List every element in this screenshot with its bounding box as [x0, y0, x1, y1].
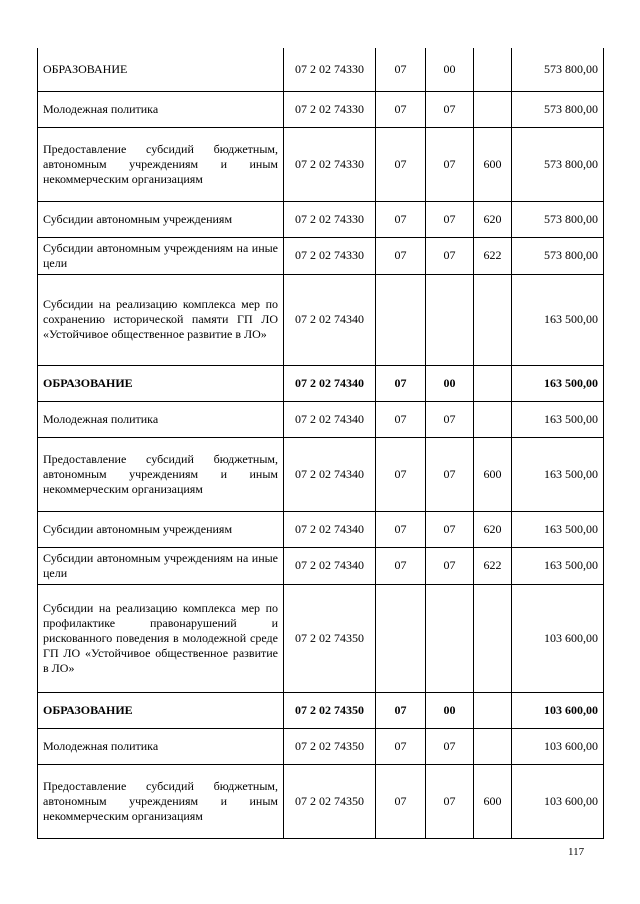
row-expense-type: [474, 692, 512, 728]
row-target-code: 07 2 02 74340: [284, 437, 376, 511]
row-name: Предоставление субсидий бюджетным, автономным учреждениям и иным некоммерческим организациям: [38, 437, 284, 511]
row-sum: 163 500,00: [512, 401, 604, 437]
row-expense-type: [474, 728, 512, 764]
row-sum: 573 800,00: [512, 91, 604, 127]
row-section: 07: [376, 401, 426, 437]
row-section: 07: [376, 127, 426, 201]
row-subsection: 07: [426, 764, 474, 838]
row-subsection: 00: [426, 692, 474, 728]
row-expense-type: 622: [474, 237, 512, 274]
table-row: [38, 728, 604, 764]
row-name: ОБРАЗОВАНИЕ: [38, 365, 284, 401]
row-target-code: 07 2 02 74350: [284, 728, 376, 764]
row-section: 07: [376, 728, 426, 764]
row-name: ОБРАЗОВАНИЕ: [38, 48, 284, 91]
row-name: Молодежная политика: [38, 401, 284, 437]
row-section: 07: [376, 764, 426, 838]
row-target-code: 07 2 02 74340: [284, 547, 376, 584]
row-section: 07: [376, 692, 426, 728]
row-sum: 163 500,00: [512, 511, 604, 547]
table-row: [38, 365, 604, 401]
row-name: Субсидии автономным учреждениям на иные цели: [38, 237, 284, 274]
row-subsection: 07: [426, 547, 474, 584]
row-sum: 163 500,00: [512, 547, 604, 584]
row-expense-type: [474, 401, 512, 437]
row-target-code: 07 2 02 74330: [284, 48, 376, 91]
row-section: 07: [376, 511, 426, 547]
table-row: [38, 764, 604, 838]
table-row: [38, 547, 604, 584]
row-sum: 573 800,00: [512, 237, 604, 274]
row-expense-type: 620: [474, 511, 512, 547]
row-sum: 163 500,00: [512, 365, 604, 401]
row-subsection: 07: [426, 201, 474, 237]
row-target-code: 07 2 02 74350: [284, 692, 376, 728]
row-name: Предоставление субсидий бюджетным, автономным учреждениям и иным некоммерческим организациям: [38, 127, 284, 201]
row-name: Субсидии автономным учреждениям: [38, 511, 284, 547]
table-row: [38, 48, 604, 91]
row-subsection: 07: [426, 401, 474, 437]
row-sum: 103 600,00: [512, 584, 604, 692]
row-expense-type: 622: [474, 547, 512, 584]
row-target-code: 07 2 02 74330: [284, 127, 376, 201]
row-target-code: 07 2 02 74350: [284, 584, 376, 692]
row-sum: 103 600,00: [512, 728, 604, 764]
row-name: Субсидии автономным учреждениям на иные цели: [38, 547, 284, 584]
row-name: Субсидии на реализацию комплекса мер по профилактике правонарушений и рискованного поведения в молодежной среде ГП ЛО «Устойчивое общественное развитие в ЛО»: [38, 584, 284, 692]
table-row: [38, 201, 604, 237]
row-name: Молодежная политика: [38, 91, 284, 127]
row-section: 07: [376, 365, 426, 401]
row-subsection: 07: [426, 728, 474, 764]
table-row: [38, 401, 604, 437]
row-section: 07: [376, 91, 426, 127]
row-target-code: 07 2 02 74330: [284, 91, 376, 127]
row-section: 07: [376, 237, 426, 274]
row-subsection: 07: [426, 511, 474, 547]
row-subsection: 07: [426, 91, 474, 127]
row-sum: 103 600,00: [512, 692, 604, 728]
table-row: [38, 437, 604, 511]
row-name: Субсидии на реализацию комплекса мер по сохранению исторической памяти ГП ЛО «Устойчивое общественное развитие в ЛО»: [38, 274, 284, 365]
row-target-code: 07 2 02 74330: [284, 201, 376, 237]
row-section: [376, 274, 426, 365]
row-target-code: 07 2 02 74340: [284, 511, 376, 547]
row-expense-type: [474, 48, 512, 91]
row-target-code: 07 2 02 74350: [284, 764, 376, 838]
row-sum: 573 800,00: [512, 201, 604, 237]
row-name: ОБРАЗОВАНИЕ: [38, 692, 284, 728]
row-sum: 163 500,00: [512, 437, 604, 511]
table-row: [38, 511, 604, 547]
row-sum: 573 800,00: [512, 48, 604, 91]
page-number: 117: [568, 846, 585, 858]
row-expense-type: 600: [474, 764, 512, 838]
row-expense-type: 600: [474, 437, 512, 511]
row-target-code: 07 2 02 74340: [284, 365, 376, 401]
table-row: [38, 274, 604, 365]
row-section: 07: [376, 547, 426, 584]
table-row: [38, 237, 604, 274]
row-section: 07: [376, 201, 426, 237]
row-expense-type: [474, 584, 512, 692]
table-row: [38, 692, 604, 728]
row-subsection: 07: [426, 237, 474, 274]
row-subsection: [426, 584, 474, 692]
row-sum: 163 500,00: [512, 274, 604, 365]
row-name: Субсидии автономным учреждениям: [38, 201, 284, 237]
row-section: 07: [376, 437, 426, 511]
row-expense-type: 620: [474, 201, 512, 237]
table-row: [38, 91, 604, 127]
table-row: [38, 584, 604, 692]
row-name: Молодежная политика: [38, 728, 284, 764]
row-target-code: 07 2 02 74340: [284, 274, 376, 365]
row-subsection: 00: [426, 48, 474, 91]
row-name: Предоставление субсидий бюджетным, автономным учреждениям и иным некоммерческим организациям: [38, 764, 284, 838]
row-expense-type: 600: [474, 127, 512, 201]
table-row: [38, 127, 604, 201]
row-sum: 573 800,00: [512, 127, 604, 201]
row-target-code: 07 2 02 74330: [284, 237, 376, 274]
row-subsection: 00: [426, 365, 474, 401]
row-subsection: 07: [426, 127, 474, 201]
row-target-code: 07 2 02 74340: [284, 401, 376, 437]
row-subsection: 07: [426, 437, 474, 511]
row-section: 07: [376, 48, 426, 91]
budget-table-body: [38, 48, 604, 838]
row-expense-type: [474, 365, 512, 401]
row-sum: 103 600,00: [512, 764, 604, 838]
row-expense-type: [474, 91, 512, 127]
row-expense-type: [474, 274, 512, 365]
budget-table: [37, 48, 604, 839]
row-subsection: [426, 274, 474, 365]
row-section: [376, 584, 426, 692]
